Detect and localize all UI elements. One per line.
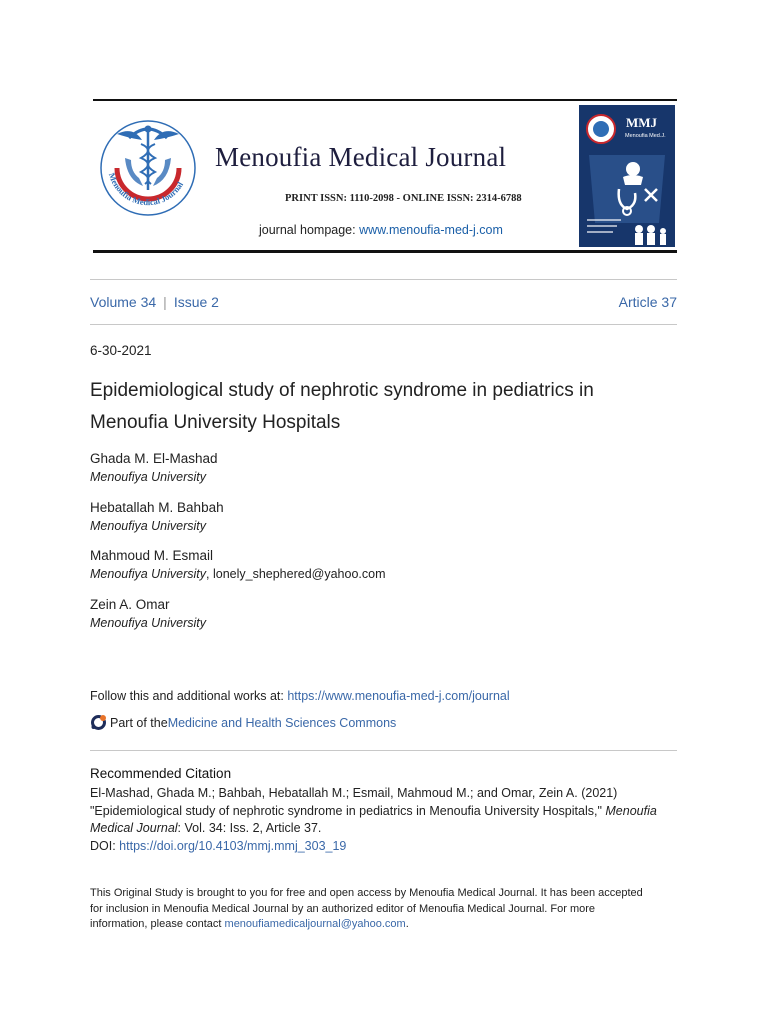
divider bbox=[90, 750, 677, 751]
follow-line bbox=[90, 689, 510, 703]
author-entry bbox=[90, 547, 650, 583]
author-affiliation: Menoufiya University bbox=[90, 519, 207, 533]
author-affiliation: Menoufiya University bbox=[90, 616, 207, 630]
citation-journal: Menoufia bbox=[605, 803, 657, 818]
homepage-link[interactable]: www.menoufia-med-j.com bbox=[359, 223, 503, 237]
citation-title-text: "Epidemiological study of nephrotic syndrome in pediatrics in Menoufia University Hospitals," bbox=[90, 803, 606, 818]
author-name: Ghada M. El-Mashad bbox=[90, 451, 218, 466]
recommended-citation-heading: Recommended Citation bbox=[90, 766, 232, 781]
follow-label: Follow this and additional works at: bbox=[90, 689, 288, 703]
contact-email-link[interactable]: menoufiamedicaljournal@yahoo.com bbox=[224, 918, 406, 930]
author-affiliation: Menoufiya University bbox=[90, 567, 207, 581]
commons-link[interactable]: Medicine and Health Sciences Commons bbox=[167, 715, 397, 730]
divider bbox=[90, 279, 677, 280]
commons-network-icon bbox=[90, 714, 107, 731]
notice-line: This Original Study is brought to you for free and open access by Menoufia Medical Journal. It has been accepted bbox=[90, 887, 643, 899]
citation-body bbox=[90, 785, 680, 855]
notice-period: . bbox=[405, 918, 409, 930]
homepage-label: journal hompage: bbox=[259, 223, 360, 237]
article-title-line: Menoufia University Hospitals bbox=[90, 412, 341, 433]
doi-link[interactable]: https://doi.org/10.4103/mmj.mmj_303_19 bbox=[119, 838, 347, 853]
notice-line bbox=[90, 917, 680, 933]
cover-subtitle: Menoufia Med.J. bbox=[625, 133, 666, 139]
author-entry bbox=[90, 450, 650, 486]
article-title bbox=[90, 375, 677, 439]
author-name: Zein A. Omar bbox=[90, 597, 170, 612]
author-name: Mahmoud M. Esmail bbox=[90, 548, 214, 563]
journal-banner bbox=[93, 99, 677, 253]
volume-issue-line bbox=[90, 294, 677, 310]
doi-label: DOI: bbox=[90, 838, 120, 853]
citation-volume: : Vol. 34: Iss. 2, Article 37. bbox=[177, 821, 322, 835]
journal-title: Menoufia Medical Journal bbox=[215, 142, 507, 172]
issue-link[interactable]: Issue 2 bbox=[173, 294, 219, 310]
journal-logo-icon bbox=[97, 116, 199, 226]
notice-line: for inclusion in Menoufia Medical Journal by an authorized editor of Menoufia Medical Journal. For more bbox=[90, 902, 596, 915]
citation-line bbox=[90, 820, 680, 838]
citation-line: El-Mashad, Ghada M.; Bahbah, Hebatallah M.; Esmail, Mahmoud M.; and Omar, Zein A. (2021) bbox=[90, 786, 618, 800]
part-of-line bbox=[90, 714, 396, 731]
author-entry bbox=[90, 596, 650, 632]
journal-cover-image bbox=[579, 105, 675, 247]
article-link[interactable]: Article 37 bbox=[618, 294, 677, 310]
issn-line: PRINT ISSN: 1110-2098 - ONLINE ISSN: 2314-6788 bbox=[285, 193, 522, 204]
access-notice bbox=[90, 886, 680, 933]
author-affiliation: Menoufiya University bbox=[90, 470, 207, 484]
follow-link[interactable]: https://www.menoufia-med-j.com/journal bbox=[287, 689, 510, 703]
cover-title: MMJ bbox=[626, 115, 658, 130]
separator: | bbox=[163, 294, 167, 310]
article-title-line: Epidemiological study of nephrotic syndrome in pediatrics in bbox=[90, 380, 594, 401]
journal-homepage bbox=[259, 223, 503, 237]
author-entry bbox=[90, 499, 650, 535]
publication-date: 6-30-2021 bbox=[90, 343, 152, 358]
logo-ring-text: Menoufia Medical Journal bbox=[106, 171, 186, 208]
author-email: , lonely_shephered@yahoo.com bbox=[206, 567, 386, 581]
divider bbox=[90, 324, 677, 325]
citation-journal: Medical Journal bbox=[90, 821, 178, 835]
notice-text: information, please contact bbox=[90, 918, 225, 930]
author-name: Hebatallah M. Bahbah bbox=[90, 500, 224, 515]
part-of-label: Part of the bbox=[110, 715, 168, 730]
citation-doi bbox=[90, 838, 680, 856]
volume-link[interactable]: Volume 34 bbox=[90, 294, 157, 310]
citation-line bbox=[90, 803, 680, 821]
